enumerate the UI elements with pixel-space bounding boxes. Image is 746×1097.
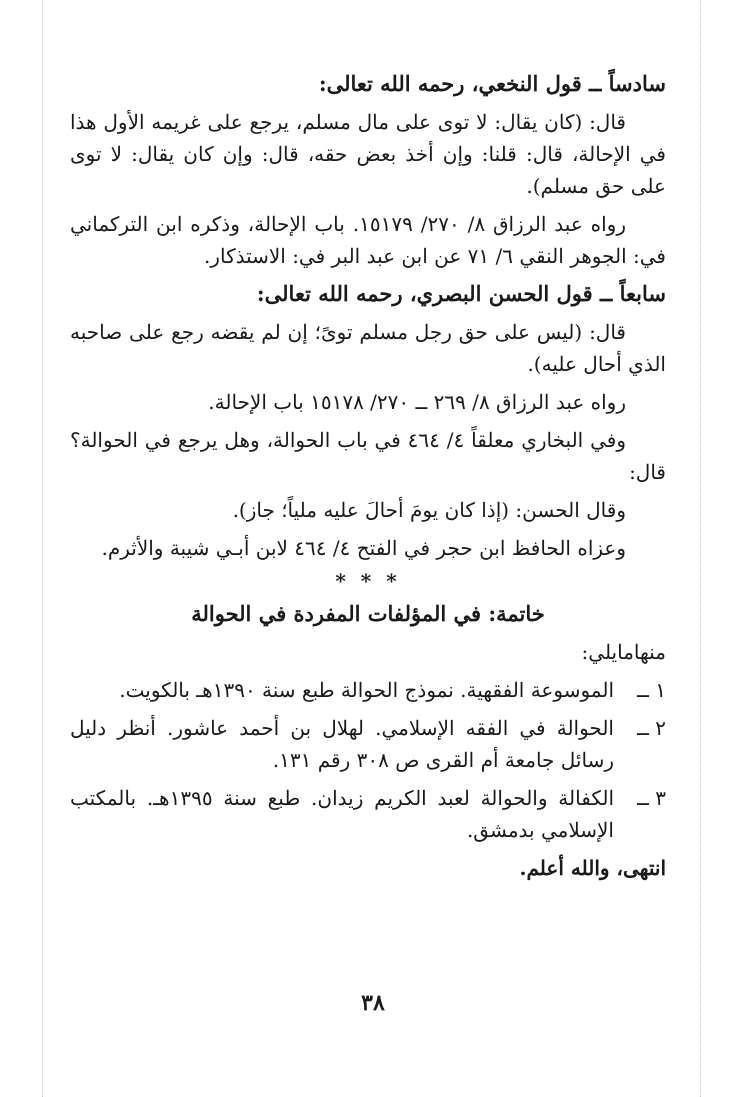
closing-line: انتهى، والله أعلم. <box>519 856 666 880</box>
left-margin-line <box>42 0 43 1097</box>
list-item <box>70 674 666 706</box>
section7-heading: سابعاً ــ قول الحسن البصري، رحمه الله تعالى: <box>256 281 666 306</box>
list-item-number: ٣ ــ <box>637 786 666 810</box>
list-item <box>70 782 666 846</box>
conclusion-intro: منهامايلي: <box>581 640 666 664</box>
list-item-text: الحوالة في الفقه الإسلامي. لهلال بن أحمد عاشور. أنظر دليل رسائل جامعة أم القرى ص ٣٠٨ رقم ١٣١. <box>70 716 614 772</box>
section7-attribution: وعزاه الحافظ ابن حجر في الفتح ٤/ ٤٦٤ لابن أبـي شيبة والأثرم. <box>101 536 626 560</box>
page-number: ٣٨ <box>361 990 385 1016</box>
section6-quote: قال: (كان يقال: لا توى على مال مسلم، يرجع على غريمه الأول هذا في الإحالة، قال: قلنا: وإن أخذ بعض حقه، قال: وإن كان يقال: لا توى على حق مسلم). <box>70 110 666 198</box>
section6-heading: سادساً ــ قول النخعي، رحمه الله تعالى: <box>318 71 666 96</box>
list-item-text: الموسوعة الفقهية. نموذج الحوالة طبع سنة ١٣٩٠هـ بالكويت. <box>119 678 614 702</box>
page-body <box>70 68 666 890</box>
section6-source: رواه عبد الرزاق ٨/ ٢٧٠/ ١٥١٧٩. باب الإحالة، وذكره ابن التركماني في: الجوهر النقي ٦/ ٧١ عن ابن عبد البر في: الاستذكار. <box>70 212 666 268</box>
section7-quote: قال: (ليس على حق رجل مسلم توىً؛ إن لم يقضه رجع على صاحبه الذي أحال عليه). <box>70 320 666 376</box>
section7-hasan: وقال الحسن: (إذا كان يومَ أحالَ عليه ملياً؛ جاز). <box>232 498 626 522</box>
conclusion-title: خاتمة: في المؤلفات المفردة في الحوالة <box>191 601 545 626</box>
list-item-text: الكفالة والحوالة لعبد الكريم زيدان. طبع سنة ١٣٩٥هـ. بالمكتب الإسلامي بدمشق. <box>70 786 615 842</box>
section-separator: * * * <box>335 569 401 593</box>
list-item <box>70 712 666 776</box>
right-margin-line <box>700 0 701 1097</box>
list-item-number: ٢ ــ <box>637 716 666 740</box>
list-item-number: ١ ــ <box>637 678 666 702</box>
section7-source: رواه عبد الرزاق ٨/ ٢٦٩ ــ ٢٧٠/ ١٥١٧٨ باب الإحالة. <box>208 390 626 414</box>
section7-bukhari: وفي البخاري معلقاً ٤/ ٤٦٤ في باب الحوالة، وهل يرجع في الحوالة؟ قال: <box>70 428 666 484</box>
